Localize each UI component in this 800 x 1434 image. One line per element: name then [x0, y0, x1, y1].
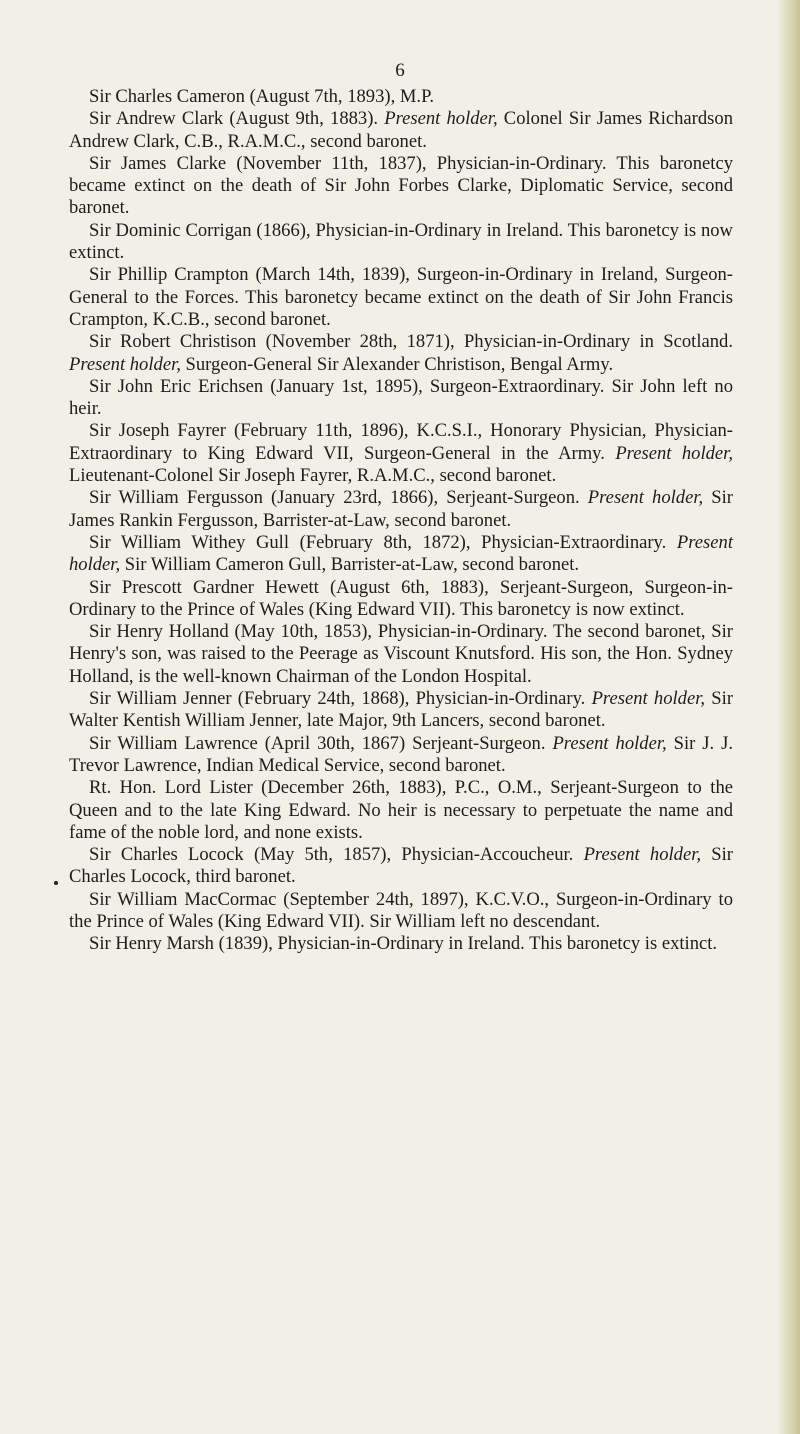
- entry-cameron: Sir Charles Cameron (August 7th, 1893), M.P.: [89, 86, 435, 107]
- entry-maccormac: Sir William MacCormac (September 24th, 1897), K.C.V.O., Surgeon-in-Ordinary to the Prince of Wales (King Edward VII). Sir William left no descendant.: [69, 888, 733, 932]
- entry-christison: Sir Robert Christison (November 28th, 1871), Physician-in-Ordinary in Scotland. Present holder, Surgeon-General Sir Alexander Christison, Bengal Army.: [69, 331, 733, 375]
- entry-fergusson: Sir William Fergusson (January 23rd, 1866), Serjeant-Surgeon. Present holder, Sir James Rankin Fergusson, Barrister-at-Law, second baronet.: [69, 487, 733, 531]
- entry-jenner: Sir William Jenner (February 24th, 1868), Physician-in-Ordinary. Present holder, Sir Walter Kentish William Jenner, late Major, 9th Lancers, second baronet.: [69, 688, 734, 732]
- margin-ink-dot: [54, 881, 58, 885]
- entry-locock: Sir Charles Locock (May 5th, 1857), Physician-Accoucheur. Present holder, Sir Charles Locock, third baronet.: [69, 844, 733, 888]
- entry-gull: Sir William Withey Gull (February 8th, 1872), Physician-Extraordinary. Present holder, Sir William Cameron Gull, Barrister-at-Law, second baronet.: [69, 531, 733, 576]
- page-number: 6: [395, 60, 405, 81]
- entry-corrigan: Sir Dominic Corrigan (1866), Physician-in-Ordinary in Ireland. This baronetcy is now extinct.: [69, 219, 733, 264]
- entry-clarke: Sir James Clarke (November 11th, 1837), Physician-in-Ordinary. This baronetcy became extinct on the death of Sir John Forbes Clarke, Diplomatic Service, second baronet.: [69, 152, 733, 219]
- entry-erichsen: Sir John Eric Erichsen (January 1st, 1895), Surgeon-Extraordinary. Sir John left no heir.: [69, 375, 733, 420]
- entry-lister: Rt. Hon. Lord Lister (December 26th, 1883), P.C., O.M., Serjeant-Surgeon to the Queen and to the late King Edward. No heir is necessary to perpetuate the name and fame of the noble lord, and none exists.: [69, 777, 733, 843]
- baronet-list: [69, 86, 733, 956]
- entry-crampton: Sir Phillip Crampton (March 14th, 1839), Surgeon-in-Ordinary in Ireland, Surgeon-General to the Forces. This baronetcy became extinct on the death of Sir John Francis Crampton, K.C.B., second baronet.: [69, 264, 733, 330]
- entry-hewett: Sir Prescott Gardner Hewett (August 6th, 1883), Serjeant-Surgeon, Surgeon-in-Ordinary to the Prince of Wales (King Edward VII). This baronetcy is now extinct.: [69, 576, 733, 620]
- entry-marsh: Sir Henry Marsh (1839), Physician-in-Ordinary in Ireland. This baronetcy is extinct.: [89, 933, 718, 955]
- entry-lawrence: Sir William Lawrence (April 30th, 1867) Serjeant-Surgeon. Present holder, Sir J. J. Trevor Lawrence, Indian Medical Service, second baronet.: [69, 732, 733, 776]
- page-edge-shadow: [778, 0, 800, 1434]
- entry-clark: Sir Andrew Clark (August 9th, 1883). Present holder, Colonel Sir James Richardson Andrew Clark, C.B., R.A.M.C., second baronet.: [69, 108, 733, 152]
- entry-fayrer: Sir Joseph Fayrer (February 11th, 1896), K.C.S.I., Honorary Physician, Physician-Extraordinary to King Edward VII, Surgeon-General in the Army. Present holder, Lieutenant-Colonel Sir Joseph Fayrer, R.A.M.C., second baronet.: [69, 420, 733, 487]
- entry-holland: Sir Henry Holland (May 10th, 1853), Physician-in-Ordinary. The second baronet, Sir Henry's son, was raised to the Peerage as Viscount Knutsford. His son, the Hon. Sydney Holland, is the well-known Chairman of the London Hospital.: [69, 621, 733, 687]
